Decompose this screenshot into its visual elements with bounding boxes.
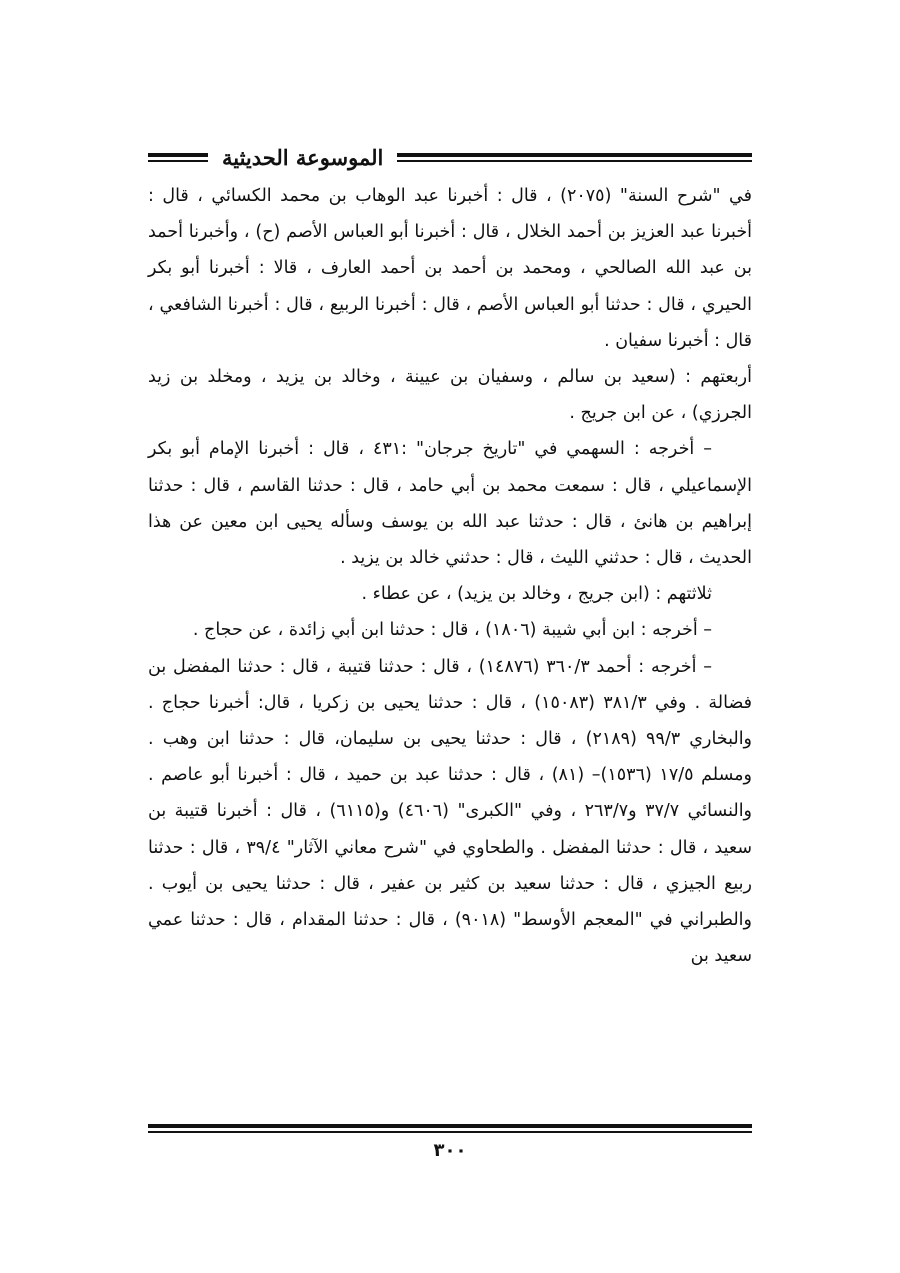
page-number: ٣٠٠ — [433, 1140, 467, 1161]
paragraph: – أخرجه : أحمد ٣٦٠/٣ (١٤٨٧٦) ، قال : حدثنا قتيبة ، قال : حدثنا المفضل بن فضالة . وفي ٣٨١/٣ (١٥٠٨٣) ، قال : حدثنا يحيى بن زكريا ، قال: أخبرنا حجاج . والبخاري ٩٩/٣ (٢١٨٩) ، قال : حدثنا يحيى بن سليمان، قال : حدثنا ابن وهب . ومسلم ١٧/٥ (١٥٣٦)– (٨١) ، قال : حدثنا عبد بن حميد ، قال : أخبرنا أبو عاصم . والنسائي ٣٧/٧ و٢٦٣/٧ ، وفي "الكبرى" (٤٦٠٦) و(٦١١٥) ، قال : أخبرنا قتيبة بن سعيد ، قال : حدثنا المفضل . والطحاوي في "شرح معاني الآثار" ٣٩/٤ ، قال : حدثنا ربيع الجيزي ، قال : حدثنا سعيد بن كثير بن عفير ، قال : حدثنا يحيى بن أيوب . والطبراني في "المعجم الأوسط" (٩٠١٨) ، قال : حدثنا المقدام ، قال : حدثنا عمي سعيد بن — [148, 656, 753, 967]
paragraph: – أخرجه : ابن أبي شيبة (١٨٠٦) ، قال : حدثنا ابن أبي زائدة ، عن حجاج . — [192, 620, 712, 641]
header-title: الموسوعة الحديثية — [222, 144, 384, 170]
paragraph: أربعتهم : (سعيد بن سالم ، وسفيان بن عيينة ، وخالد بن يزيد ، ومخلد بن زيد الجرزي) ، عن ابن جريج . — [148, 367, 752, 424]
header-rule-right — [397, 153, 752, 162]
paragraph: – أخرجه : السهمي في "تاريخ جرجان" :٤٣١ ، قال : أخبرنا الإمام أبو بكر الإسماعيلي ، قال : سمعت محمد بن أبي حامد ، قال : حدثنا القاسم ، قال : حدثنا إبراهيم بن هانئ ، قال : حدثنا عبد الله بن يوسف وسأله يحيى ابن معين عن هذا الحديث ، قال : حدثني الليث ، قال : حدثني خالد بن يزيد . — [148, 439, 752, 569]
paragraph: ثلاثتهم : (ابن جريج ، وخالد بن يزيد) ، عن عطاء . — [361, 584, 712, 605]
header-rule-left — [148, 153, 208, 162]
footer-rule — [148, 1124, 752, 1133]
paragraph: في "شرح السنة" (٢٠٧٥) ، قال : أخبرنا عبد الوهاب بن محمد الكسائي ، قال : أخبرنا عبد العزيز بن أحمد الخلال ، قال : أخبرنا أبو العباس الأصم (ح) ، وأخبرنا أحمد بن عبد الله الصالحي ، ومحمد بن أحمد بن أحمد العارف ، قالا : أخبرنا أبو بكر الحيري ، قال : حدثنا أبو العباس الأصم ، قال : أخبرنا الربيع ، قال : أخبرنا الشافعي ، قال : أخبرنا سفيان . — [148, 186, 752, 351]
page-body — [148, 178, 752, 974]
running-header — [148, 140, 752, 174]
